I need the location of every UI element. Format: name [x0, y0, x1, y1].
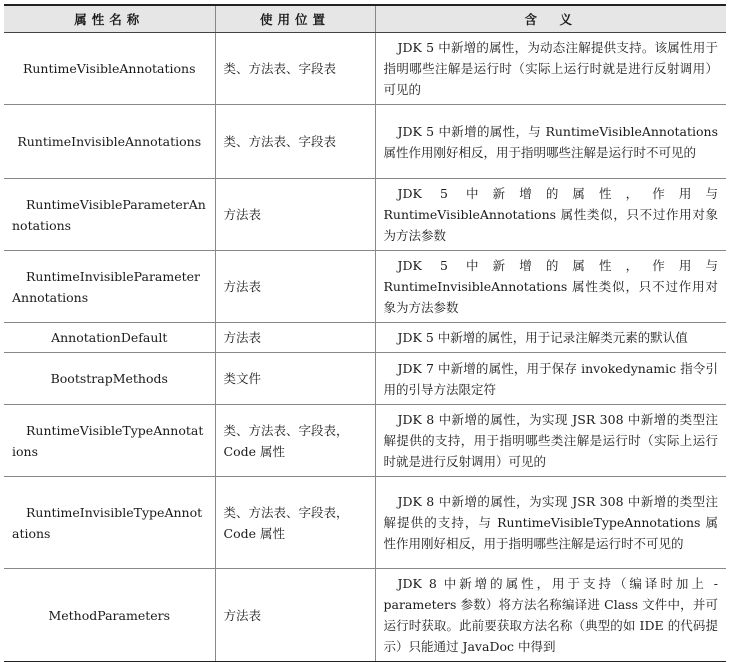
meaning-cell: JDK 5 中新增的属性，用于记录注解类元素的默认值 [375, 323, 726, 353]
table-row [4, 405, 726, 477]
meaning-cell: JDK 5 中新增的属性，为动态注解提供支持。该属性用于指明哪些注解是运行时（实际上运行时就是进行反射调用）可见的 [375, 33, 726, 105]
table-header-row [4, 5, 726, 33]
usage-location-cell: 类文件 [215, 353, 375, 405]
header-attribute-name: 属性名称 [4, 5, 215, 33]
meaning-cell: JDK 5 中新增的属性，作用与 RuntimeVisibleAnnotations 属性类似，只不过作用对象为方法参数 [375, 179, 726, 251]
table-row [4, 353, 726, 405]
attribute-name-cell: RuntimeVisibleParameterAnnotations [4, 179, 215, 251]
table-row [4, 105, 726, 179]
table-row [4, 251, 726, 323]
attribute-name-cell: MethodParameters [4, 569, 215, 662]
attribute-name-cell: RuntimeVisibleTypeAnnotations [4, 405, 215, 477]
attribute-name-cell: BootstrapMethods [4, 353, 215, 405]
table-row [4, 477, 726, 569]
usage-location-cell: 类、方法表、字段表，Code 属性 [215, 477, 375, 569]
header-usage-location: 使用位置 [215, 5, 375, 33]
usage-location-cell: 方法表 [215, 179, 375, 251]
table-row [4, 179, 726, 251]
attribute-name-cell: RuntimeInvisibleAnnotations [4, 105, 215, 179]
table-row [4, 569, 726, 662]
meaning-cell: JDK 5 中新增的属性，与 RuntimeVisibleAnnotations 属性作用刚好相反，用于指明哪些注解是运行时不可见的 [375, 105, 726, 179]
attribute-name-cell: AnnotationDefault [4, 323, 215, 353]
meaning-cell: JDK 8 中新增的属性，用于支持（编译时加上 -parameters 参数）将方法名称编译进 Class 文件中，并可运行时获取。此前要获取方法名称（典型的如 IDE 的代码提示）只能通过 JavaDoc 中得到 [375, 569, 726, 662]
meaning-cell: JDK 8 中新增的属性，为实现 JSR 308 中新增的类型注解提供的支持，用于指明哪些类注解是运行时（实际上运行时就是进行反射调用）可见的 [375, 405, 726, 477]
meaning-cell: JDK 5 中新增的属性，作用与 RuntimeInvisibleAnnotations 属性类似，只不过作用对象为方法参数 [375, 251, 726, 323]
usage-location-cell: 方法表 [215, 323, 375, 353]
meaning-cell: JDK 7 中新增的属性，用于保存 invokedynamic 指令引用的引导方法限定符 [375, 353, 726, 405]
usage-location-cell: 类、方法表、字段表，Code 属性 [215, 405, 375, 477]
attribute-name-cell: RuntimeInvisibleParameterAnnotations [4, 251, 215, 323]
usage-location-cell: 类、方法表、字段表 [215, 105, 375, 179]
attribute-name-cell: RuntimeVisibleAnnotations [4, 33, 215, 105]
usage-location-cell: 方法表 [215, 251, 375, 323]
header-meaning: 含 义 [375, 5, 726, 33]
attribute-name-cell: RuntimeInvisibleTypeAnnotations [4, 477, 215, 569]
attribute-table [4, 4, 726, 662]
table-row [4, 323, 726, 353]
meaning-cell: JDK 8 中新增的属性，为实现 JSR 308 中新增的类型注解提供的支持，与 RuntimeVisibleTypeAnnotations 属性作用刚好相反，用于指明哪些注解是运行时不可见的 [375, 477, 726, 569]
usage-location-cell: 方法表 [215, 569, 375, 662]
table-row [4, 33, 726, 105]
usage-location-cell: 类、方法表、字段表 [215, 33, 375, 105]
